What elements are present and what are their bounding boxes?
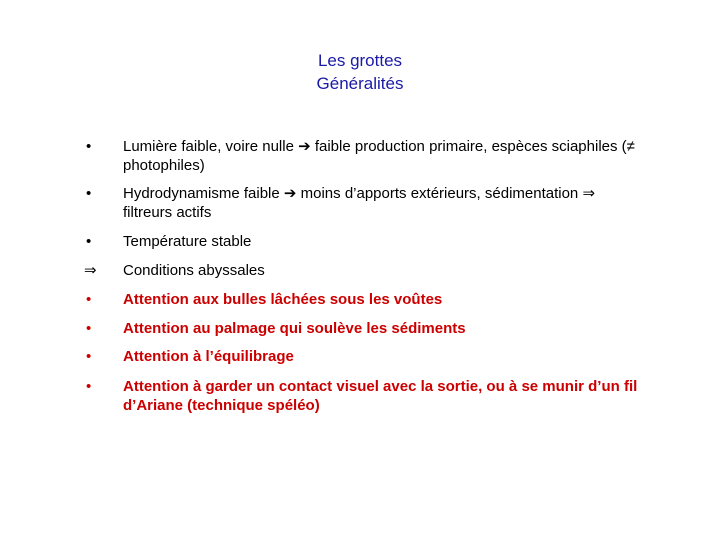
- warning-text: Attention au palmage qui soulève les sédiments: [123, 320, 466, 337]
- bullet-marker: •: [86, 233, 92, 250]
- warning-text: Attention à l’équilibrage: [123, 348, 294, 365]
- bullet-marker: •: [86, 138, 92, 155]
- title-line-1: Les grottes: [317, 51, 403, 70]
- warning-item-finning: [86, 319, 646, 338]
- bullet-marker: •: [86, 320, 92, 337]
- bullet-text: Température stable: [123, 233, 252, 250]
- bullet-marker: •: [86, 185, 92, 202]
- warning-text: Attention à garder un contact visuel avec la sortie, ou à se munir d’un fil d’Ariane (technique spéléo): [123, 378, 638, 414]
- warning-item-exit-contact: [86, 377, 646, 415]
- bullet-item-temperature: [86, 232, 646, 251]
- implies-icon: ⇒: [84, 262, 97, 279]
- title-line-2: Généralités: [316, 74, 404, 93]
- bullet-text: Hydrodynamisme faible ➔ moins d’apports extérieurs, sédimentation ⇒ filtreurs actifs: [123, 185, 596, 221]
- bullet-item-light: [86, 137, 646, 175]
- conclusion-text: Conditions abyssales: [123, 262, 265, 279]
- bullet-marker: •: [86, 378, 92, 395]
- warning-item-buoyancy: [86, 347, 646, 366]
- bullet-marker: •: [86, 291, 92, 308]
- bullet-item-hydrodynamism: [86, 184, 646, 222]
- conclusion-item: [86, 261, 646, 280]
- bullet-text: Lumière faible, voire nulle ➔ faible production primaire, espèces sciaphiles (≠ photophiles): [123, 138, 635, 174]
- bullet-marker: •: [86, 348, 92, 365]
- warning-text: Attention aux bulles lâchées sous les voûtes: [123, 291, 443, 308]
- slide-title: [0, 49, 720, 95]
- warning-item-bubbles: [86, 290, 646, 309]
